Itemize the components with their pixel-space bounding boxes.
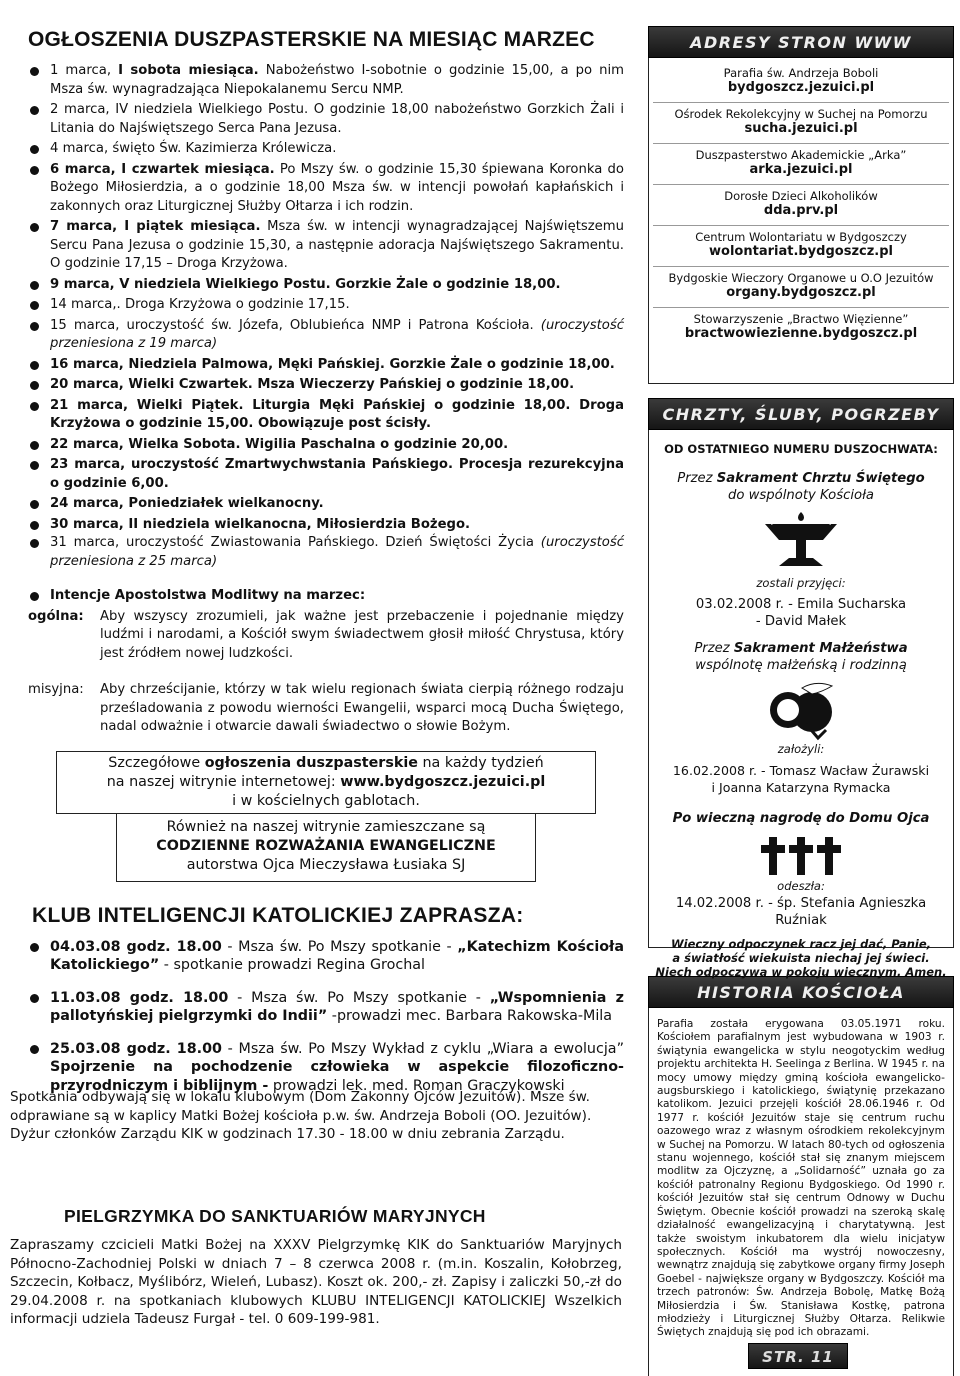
link-url[interactable]: arka.jezuici.pl bbox=[749, 162, 853, 177]
announcements-list bbox=[28, 62, 624, 571]
announcement-item: 21 marca, Wielki Piątek. Liturgia Męki Pańskiej o godzinie 18,00. Droga Krzyżowa o godzinie 15,00. Obowiązuje post ścisły. bbox=[28, 397, 624, 434]
announcement-item: 2 marca, IV niedziela Wielkiego Postu. O godzinie 18,00 nabożeństwo Gorzkich Żali i Litania do Najświętszego Serca Pana Jezusa. bbox=[28, 101, 624, 138]
page-number: STR. 11 bbox=[748, 1343, 848, 1369]
announcement-item: 20 marca, Wielki Czwartek. Msza Wieczerzy Pańskiej o godzinie 18,00. bbox=[28, 376, 624, 395]
intention-general: ogólna: Aby wszyscy zrozumieli, jak ważne jest przebaczenie i pojednanie między ludźmi i narodami, a Kościół swym świadectwem głosił miłość Chrystusa, który jest źródłem nowej ludzkości. bbox=[28, 608, 624, 661]
pilgrimage-text: Zapraszamy czcicieli Matki Bożej na XXXV Pielgrzymkę KIK do Sanktuariów Maryjnych Północno-Zachodniej Polski w dniach 7 – 8 czerwca 2008 r. (m.in. Koszalin, Kołobrzeg, Szczecin, Kołbacz, Myślibórz, Wieleń, Lubasz). Koszt ok. 200,- zł. Zapisy i zaliczki 50,-zł do 29.04.2008 r. na spotkaniach klubowych KLUBU INTELIGENCJI KATOLICKIEJ Wszelkich informacji udziela Tadeusz Furgał - tel. 0 609-199-981. bbox=[10, 1237, 622, 1327]
announcement-item: 6 marca, I czwartek miesiąca. Po Mszy św. o godzinie 15,30 śpiewana Koronka do Bożego Miłosierdzia, a o godzinie 18,00 Msza św. w intencji powołań kapłańskich i zakonnych oraz Liturgicznej Służby Ołtarza i ich rodzin. bbox=[28, 161, 624, 217]
since-last-issue: OD OSTATNIEGO NUMERU DUSZOCHWATA: bbox=[664, 442, 938, 456]
club-event-item: 04.03.08 godz. 18.00 - Msza św. Po Mszy spotkanie - „Katechizm Kościoła Katolickiego” - spotkanie prowadzi Regina Grochal bbox=[28, 938, 624, 975]
announcement-item: 31 marca, uroczystość Zwiastowania Pańskiego. Dzień Świętości Życia (uroczystość przeniesiona z 25 marca) bbox=[28, 534, 624, 571]
announcement-item: 16 marca, Niedziela Palmowa, Męki Pańskiej. Gorzkie Żale o godzinie 18,00. bbox=[28, 356, 624, 375]
intentions-section bbox=[28, 587, 624, 606]
funeral-intro: Po wieczną nagrodę do Domu Ojca bbox=[672, 811, 930, 826]
pilgrimage-title: PIELGRZYMKA DO SANKTUARIÓW MARYJNYCH bbox=[64, 1206, 486, 1226]
link-url[interactable]: wolontariat.bydgoszcz.pl bbox=[709, 244, 893, 259]
announcement-item: 7 marca, I piątek miesiąca. Msza św. w intencji wynagradzającej Najświętszemu Sercu Pana Jezusa o godzinie 15,30, a następnie adoracja Najświętszego Sakramentu. O godzinie 17,15 – Droga Krzyżowa. bbox=[28, 218, 624, 274]
link-entry bbox=[653, 225, 949, 260]
website-info-box: Szczegółowe ogłoszenia duszpasterskie na każdy tydzień na naszej witrynie internetowej: www.bydgoszcz.jezuici.pl i w kościelnych gablotach. bbox=[56, 751, 596, 814]
rings-dove-icon bbox=[746, 680, 856, 742]
link-label: Centrum Wolontariatu w Bydgoszczy bbox=[695, 230, 907, 244]
founded-label: założyli: bbox=[777, 742, 825, 756]
marriage-intro: Przez Sakrament Małżeństwa wspólnotę małżeńską i rodzinną bbox=[694, 641, 908, 673]
club-event-item: 25.03.08 godz. 18.00 - Msza św. Po Mszy Wykład z cyklu „Wiara a ewolucja” Spojrzenie na pochodzenie człowieka w aspekcie filozoficzno-przyrodniczym i biblijnym - prowadzi lek. med. Roman Graczykowski bbox=[28, 1040, 624, 1096]
club-meetings-note: Spotkania odbywają się w lokalu klubowym (Dom Zakonny Ojców Jezuitów). Msze św. odprawiane są w kaplicy Matki Bożej kościoła p.w. św. Andrzeja Boboli (OO. Jezuitów). Dyżur członków Zarządu KIK w godzinach 17.30 - 18.00 w dniu zebrania Zarządu. bbox=[10, 1089, 592, 1142]
link-entry bbox=[653, 266, 949, 301]
marriage-entry: 16.02.2008 r. - Tomasz Wacław Żurawski i Joanna Katarzyna Rymacka bbox=[672, 763, 930, 795]
link-label: Dorosłe Dzieci Alkoholików bbox=[724, 189, 878, 203]
link-entry bbox=[653, 143, 949, 178]
link-label: Ośrodek Rekolekcyjny w Suchej na Pomorzu bbox=[674, 107, 928, 121]
history-text: Parafia została erygowana 03.05.1971 roku. Kościołem parafialnym jest wybudowana w 1903 r. świątynia ewangelicka w stylu neogotyckim według projektu architekta H. Seelinga z Berlina. W 1945 r. na mocy umowy między gminą kościoła ewangelicko-augsburskiego i katolickiego, świątynię przekazano katolikom. Jezuici przejęli kościół 28.06.1946 r. Od 1977 r. kościół Jezuitów staje się centrum ruchu oazowego wraz z własnym ośrodkiem rekolekcyjnym w Suchej na Pomorzu. W latach 80-tych od ogłoszenia stanu wojennego, kościół stał się znanym miejscem modlitw za Ojczyznę, a „Solidarność” uznała go za kościół patronalny Regionu Bydgoskiego. Od 1990 r. kościół Jezuitów stał się centrum Odnowy w Duchu Świętym. Obecnie kościół prowadzi na szeroką skalę działalność ewangelizacyjną i charytatywną. Jest także swoistym inkubatorem dla wielu inicjatyw społecznych. Kościół ma wystrój nowoczesny, wewnątrz znajdują się zabytkowe organy firmy Joseph Goebel - największe organy w Bydgoszczy. Kościół ma trzech patronów: Św. Andrzeja Bobolę, Matkę Bożą Miłosierdzia i Św. Stanisława Kostkę, patrona młodzieży i Liturgicznej Służby Ołtarza. Relikwie Świętych znajdują się pod ich obrazami. bbox=[648, 1008, 954, 1376]
announcement-item: 24 marca, Poniedziałek wielkanocny. bbox=[28, 495, 624, 514]
links-box bbox=[648, 58, 954, 384]
announcement-item: 22 marca, Wielka Sobota. Wigilia Paschalna o godzinie 20,00. bbox=[28, 436, 624, 455]
intention-mission: misyjna: Aby chrześcijanie, którzy w tak wielu regionach świata cierpią różnego rodzaju prześladowania z powodu wierności Ewangelii, wsparci mocą Ducha Świętego, nadal odważnie i otwarcie dawali świadectwo o słowie Bożym. bbox=[28, 682, 624, 734]
club-event-item: 11.03.08 godz. 18.00 - Msza św. Po Mszy spotkanie - „Wspomnienia z pallotyńskiej pielgrzymki do Indii” -prowadzi mec. Barbara Rakowska-Mila bbox=[28, 989, 624, 1026]
crosses-icon bbox=[761, 833, 841, 879]
club-title: KLUB INTELIGENCJI KATOLICKIEJ ZAPRASZA: bbox=[32, 903, 524, 927]
link-url[interactable]: dda.prv.pl bbox=[763, 203, 839, 218]
link-url[interactable]: bractwowiezienne.bydgoszcz.pl bbox=[684, 326, 918, 341]
link-label: Parafia św. Andrzeja Boboli bbox=[723, 66, 879, 80]
daily-reflections-box: Również na naszej witrynie zamieszczane są CODZIENNE ROZWAŻANIA EWANGELICZNE autorstwa Ojca Mieczysława Łusiaka SJ bbox=[116, 814, 536, 882]
club-events-list bbox=[28, 938, 624, 1096]
announcement-item: 23 marca, uroczystość Zmartwychwstania Pańskiego. Procesja rezurekcyjna o godzinie 6,00. bbox=[28, 456, 624, 493]
announcement-item: 1 marca, I sobota miesiąca. Nabożeństwo I-sobotnie o godzinie 15,00, a po nim Msza św. wynagradzająca Niepokalanemu Sercu NMP. bbox=[28, 62, 624, 99]
intentions-heading: Intencje Apostolstwa Modlitwy na marzec: bbox=[28, 587, 624, 606]
received-label: zostali przyjęci: bbox=[756, 576, 846, 590]
sacraments-box bbox=[648, 430, 954, 979]
announcement-item: 15 marca, uroczystość św. Józefa, Oblubieńca NMP i Patrona Kościoła. (uroczystość przeniesiona z 19 marca) bbox=[28, 317, 624, 354]
link-url[interactable]: organy.bydgoszcz.pl bbox=[726, 285, 876, 300]
link-entry bbox=[653, 102, 949, 137]
link-label: Bydgoskie Wieczory Organowe u O.O Jezuitów bbox=[668, 271, 934, 285]
sacraments-header: CHRZTY, ŚLUBY, POGRZEBY bbox=[648, 398, 954, 430]
link-entry bbox=[653, 66, 949, 96]
link-entry bbox=[653, 184, 949, 219]
eternal-rest-prayer: Wieczny odpoczynek racz jej dać, Panie, a światłość wiekuista niechaj jej świeci. Niech odpoczywa w pokoju wiecznym. Amen. bbox=[655, 937, 947, 979]
announcement-item: 9 marca, V niedziela Wielkiego Postu. Gorzkie Żale o godzinie 18,00. bbox=[28, 276, 624, 295]
right-column bbox=[648, 26, 954, 1376]
announcement-item: 4 marca, święto Św. Kazimierza Królewicza. bbox=[28, 140, 624, 159]
links-header: ADRESY STRON WWW bbox=[648, 26, 954, 58]
link-label: Duszpasterstwo Akademickie „Arka” bbox=[695, 148, 907, 162]
baptism-font-icon bbox=[741, 510, 861, 574]
left-column bbox=[28, 28, 624, 1109]
funeral-entry: 14.02.2008 r. - śp. Stefania Agnieszka Ruźniak bbox=[675, 896, 927, 928]
announcement-item: 14 marca,. Droga Krzyżowa o godzinie 17,15. bbox=[28, 296, 624, 315]
departed-label: odeszła: bbox=[777, 879, 825, 893]
link-entry bbox=[653, 307, 949, 342]
page-title: OGŁOSZENIA DUSZPASTERSKIE NA MIESIĄC MARZEC bbox=[28, 28, 595, 51]
link-url[interactable]: sucha.jezuici.pl bbox=[744, 121, 858, 136]
announcement-item: 30 marca, II niedziela wielkanocna, Miłosierdzia Bożego. bbox=[28, 516, 624, 535]
history-header: HISTORIA KOŚCIOŁA bbox=[648, 976, 954, 1008]
baptism-intro: Przez Sakrament Chrztu Świętego do wspólnoty Kościoła bbox=[677, 471, 925, 503]
baptism-entry: 03.02.2008 r. - Emila Sucharska - David Małek bbox=[695, 597, 907, 629]
link-label: Stowarzyszenie „Bractwo Więzienne” bbox=[693, 312, 909, 326]
link-url[interactable]: bydgoszcz.jezuici.pl bbox=[727, 80, 875, 95]
